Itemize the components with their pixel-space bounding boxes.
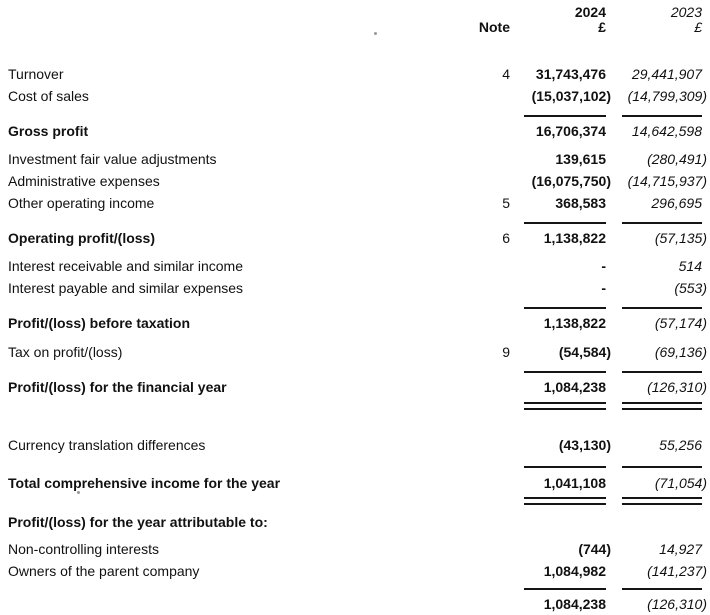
value-2024: 1,084,982 <box>543 563 606 579</box>
rule-2024 <box>524 588 606 590</box>
value-2024: (16,075,750) <box>531 173 611 189</box>
row-profit-before-tax <box>8 312 707 334</box>
subtotal-rule <box>8 588 702 590</box>
note-ref: 5 <box>502 195 510 211</box>
value-2023: (14,715,937) <box>627 173 707 189</box>
note-ref <box>470 593 510 615</box>
currency-header-2023: £ <box>694 19 702 35</box>
value-2023: 514 <box>678 258 702 274</box>
value-2023: (126,310) <box>647 596 707 612</box>
row-other-operating-income <box>8 192 702 214</box>
note-ref: 9 <box>502 344 510 360</box>
row-investment-fair-value <box>8 148 707 170</box>
value-2023: (69,136) <box>654 344 707 360</box>
row-turnover <box>8 63 702 85</box>
value-2024: 1,084,238 <box>543 379 606 395</box>
row-label: Profit/(loss) for the financial year <box>8 379 227 395</box>
rule-2023 <box>622 307 702 309</box>
value-2023: (57,174) <box>654 315 707 331</box>
rule-2023 <box>622 371 702 373</box>
note-ref <box>470 560 510 582</box>
header-spacer <box>8 20 470 35</box>
row-label: Administrative expenses <box>8 173 160 189</box>
value-2024: 16,706,374 <box>535 123 606 139</box>
double-rule-2023 <box>622 497 702 505</box>
row-administrative-expenses <box>8 170 707 192</box>
subtotal-rule <box>8 466 702 468</box>
row-label: Interest payable and similar expenses <box>8 280 244 296</box>
double-rule-2024 <box>524 402 606 410</box>
subtotal-rule <box>8 222 702 224</box>
row-owners-parent-company <box>8 560 707 582</box>
row-gross-profit <box>8 120 702 142</box>
header-note-spacer <box>470 5 510 20</box>
row-currency-translation <box>8 434 702 456</box>
rule-2023 <box>622 588 702 590</box>
note-ref <box>470 538 510 560</box>
value-2024: (43,130) <box>558 437 611 453</box>
header-year-row <box>8 0 702 20</box>
value-2024: 368,583 <box>555 195 606 211</box>
row-non-controlling-interests <box>8 538 702 560</box>
rule-2024 <box>524 466 606 468</box>
note-ref <box>470 170 510 192</box>
header-currency-row <box>8 20 702 35</box>
subtotal-rule <box>8 371 702 373</box>
value-2023: (553) <box>674 280 707 296</box>
value-2024: 1,138,822 <box>543 230 606 246</box>
value-2023: (71,054) <box>654 475 707 491</box>
scan-speck <box>374 32 377 35</box>
value-2024: (54,584) <box>558 344 611 360</box>
rule-2023 <box>622 222 702 224</box>
value-2024: (15,037,102) <box>531 88 611 104</box>
row-label: Operating profit/(loss) <box>8 230 155 246</box>
grand-total-rule <box>8 497 702 505</box>
column-header-2024: 2024 <box>574 4 606 20</box>
row-label: Other operating income <box>8 195 155 211</box>
row-label: Gross profit <box>8 123 89 139</box>
note-ref <box>470 277 510 299</box>
note-ref <box>470 120 510 142</box>
row-attributable-total <box>8 593 707 615</box>
rule-2024 <box>524 115 606 117</box>
row-profit-for-year <box>8 376 707 398</box>
value-2023: 55,256 <box>659 437 702 453</box>
value-2023: (126,310) <box>647 379 707 395</box>
section-heading: Profit/(loss) for the year attributable to: <box>8 514 268 530</box>
row-cost-of-sales <box>8 85 707 107</box>
note-ref <box>470 312 510 334</box>
value-2024: 31,743,476 <box>535 66 606 82</box>
value-2024: - <box>601 258 606 274</box>
header-spacer <box>8 5 470 20</box>
rule-2024 <box>524 222 606 224</box>
value-2023: 14,927 <box>659 541 702 557</box>
subtotal-rule <box>8 115 702 117</box>
note-ref: 4 <box>502 66 510 82</box>
note-ref <box>470 434 510 456</box>
row-tax-on-profit <box>8 341 707 363</box>
double-rule-2024 <box>524 497 606 505</box>
value-2023: (280,491) <box>647 151 707 167</box>
note-ref: 6 <box>502 230 510 246</box>
currency-header-2024: £ <box>598 19 606 35</box>
value-2024: - <box>601 280 606 296</box>
row-label: Investment fair value adjustments <box>8 151 217 167</box>
value-2023: (141,237) <box>647 563 707 579</box>
value-2023: 296,695 <box>651 195 702 211</box>
note-ref <box>470 376 510 398</box>
row-label: Total comprehensive income for the year <box>8 475 281 491</box>
value-2024: 1,041,108 <box>543 475 606 491</box>
value-2024: 1,138,822 <box>543 315 606 331</box>
note-ref <box>470 148 510 170</box>
value-2023: (57,135) <box>654 230 707 246</box>
row-label: Turnover <box>8 66 64 82</box>
row-attributable-heading <box>8 511 702 533</box>
scan-speck <box>77 491 80 494</box>
row-label <box>8 593 470 615</box>
row-label: Non-controlling interests <box>8 541 159 557</box>
value-2024: 1,084,238 <box>543 596 606 612</box>
note-ref <box>470 85 510 107</box>
row-label: Cost of sales <box>8 88 89 104</box>
rule-2024 <box>524 307 606 309</box>
row-label: Owners of the parent company <box>8 563 200 579</box>
rule-2023 <box>622 466 702 468</box>
grand-total-rule <box>8 402 702 410</box>
row-label: Interest receivable and similar income <box>8 258 243 274</box>
row-label: Currency translation differences <box>8 437 206 453</box>
row-operating-profit <box>8 227 707 249</box>
row-label: Profit/(loss) before taxation <box>8 315 191 331</box>
column-header-note: Note <box>478 19 510 35</box>
row-interest-receivable <box>8 255 702 277</box>
column-header-2023: 2023 <box>670 4 702 20</box>
row-total-comprehensive <box>8 472 707 494</box>
rule-2024 <box>524 371 606 373</box>
value-2023: (14,799,309) <box>627 88 707 104</box>
row-interest-payable <box>8 277 707 299</box>
note-ref <box>470 255 510 277</box>
value-2024: 139,615 <box>555 151 606 167</box>
rule-2023 <box>622 115 702 117</box>
value-2023: 14,642,598 <box>631 123 702 139</box>
value-2024: (744) <box>578 541 611 557</box>
row-label: Tax on profit/(loss) <box>8 344 123 360</box>
subtotal-rule <box>8 307 702 309</box>
note-ref <box>470 472 510 494</box>
value-2023: 29,441,907 <box>631 66 702 82</box>
double-rule-2023 <box>622 402 702 410</box>
